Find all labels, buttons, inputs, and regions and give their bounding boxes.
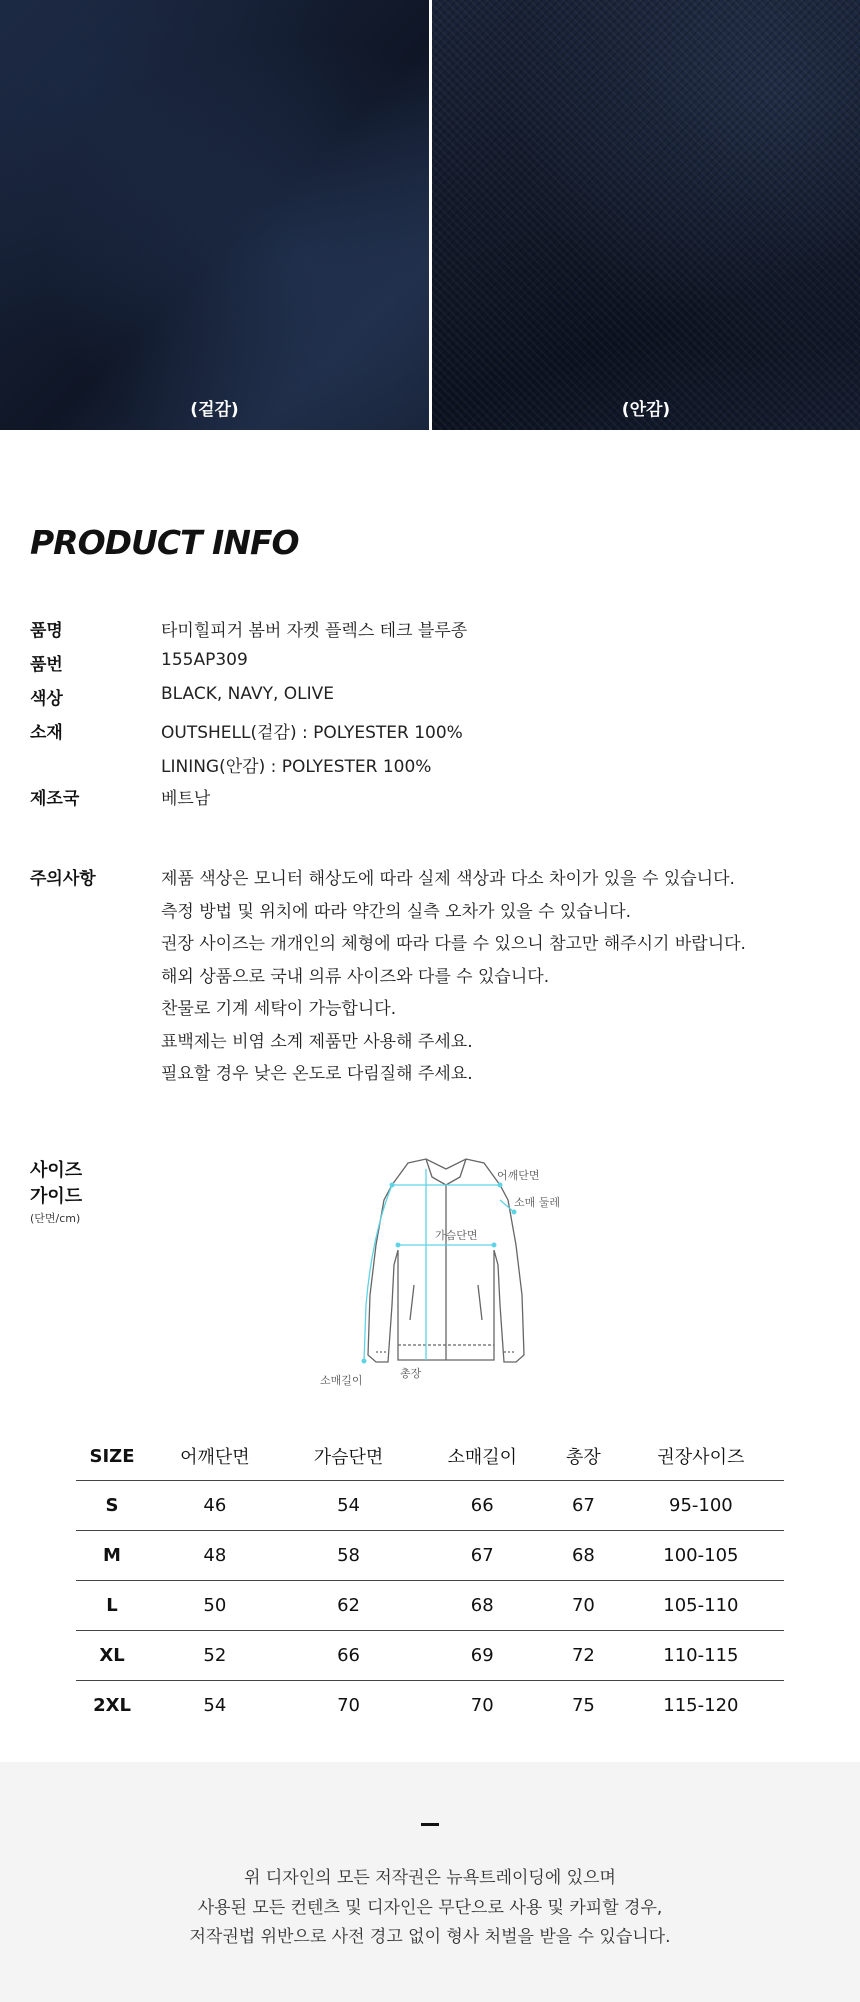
header-chest: 가슴단면 <box>282 1432 416 1481</box>
info-label-name: 품명 <box>30 621 63 641</box>
table-row <box>76 1531 784 1581</box>
cell-chest: 70 <box>337 1695 360 1716</box>
cell-length: 75 <box>571 1695 595 1716</box>
label-sleeve-length: 소매길이 <box>320 1374 363 1387</box>
info-value-color: BLACK, NAVY, OLIVE <box>161 684 334 704</box>
note-line: 표백제는 비염 소계 제품만 사용해 주세요. <box>161 1032 473 1052</box>
size-guide-unit: (단면/cm) <box>30 1212 81 1225</box>
label-sleeve-round: 소매 둘레 <box>514 1196 561 1209</box>
cell-size: S <box>76 1481 148 1531</box>
cell-shoulder: 54 <box>203 1695 227 1716</box>
cell-chest: 62 <box>282 1581 416 1631</box>
cell-length: 68 <box>549 1531 618 1581</box>
size-guide-title-line1: 사이즈 <box>30 1160 83 1181</box>
table-row <box>76 1631 784 1681</box>
cell-recommended: 115-120 <box>663 1695 739 1716</box>
table-row <box>76 1581 784 1631</box>
cell-size: XL <box>76 1631 148 1681</box>
product-info-title: PRODUCT INFO <box>30 523 299 562</box>
measurement-lines <box>364 1169 514 1361</box>
cell-recommended: 110-115 <box>618 1631 784 1681</box>
label-chest: 가슴단면 <box>435 1229 478 1242</box>
info-label-material: 소재 <box>30 723 63 743</box>
inner-fabric-label: (안감) <box>621 400 671 420</box>
footer-text-line: 사용된 모든 컨텐츠 및 디자인은 무단으로 사용 및 카피할 경우, <box>197 1898 663 1918</box>
cell-size: M <box>76 1531 148 1581</box>
note-line: 찬물로 기계 세탁이 가능합니다. <box>161 999 397 1019</box>
note-line: 제품 색상은 모니터 해상도에 따라 실제 색상과 다소 차이가 있을 수 있습니다. <box>161 869 735 889</box>
size-guide-title-line2: 가이드 <box>30 1186 83 1207</box>
footer-text-line: 위 디자인의 모든 저작권은 뉴욕트레이딩에 있으며 <box>244 1868 616 1888</box>
label-length: 총장 <box>400 1367 422 1380</box>
cell-sleeve: 67 <box>415 1531 549 1581</box>
size-table <box>76 1432 784 1730</box>
copyright-footer <box>0 1762 860 2002</box>
jacket-outline <box>368 1159 524 1362</box>
cell-recommended: 105-110 <box>618 1581 784 1631</box>
cell-shoulder: 48 <box>148 1531 282 1581</box>
cell-shoulder: 46 <box>148 1481 282 1531</box>
cell-size: 2XL <box>93 1695 131 1716</box>
header-shoulder: 어깨단면 <box>148 1432 282 1481</box>
notes-label: 주의사항 <box>30 869 96 889</box>
inner-fabric-image <box>432 0 860 430</box>
info-label-code: 품번 <box>30 655 63 675</box>
cell-sleeve: 68 <box>415 1581 549 1631</box>
note-line: 해외 상품으로 국내 의류 사이즈와 다를 수 있습니다. <box>161 967 550 987</box>
cell-recommended: 95-100 <box>618 1481 784 1531</box>
jacket-measurement-diagram <box>318 1155 578 1390</box>
info-value-outshell: OUTSHELL(겉감) : POLYESTER 100% <box>161 723 463 743</box>
footer-divider <box>421 1823 439 1826</box>
measurement-points <box>362 1183 517 1364</box>
info-label-color: 색상 <box>30 689 63 709</box>
cell-chest: 66 <box>282 1631 416 1681</box>
note-line: 필요할 경우 낮은 온도로 다림질해 주세요. <box>161 1064 473 1084</box>
header-length: 총장 <box>549 1432 618 1481</box>
cell-length: 72 <box>549 1631 618 1681</box>
cell-sleeve: 69 <box>415 1631 549 1681</box>
header-recommended: 권장사이즈 <box>618 1432 784 1481</box>
info-value-lining: LINING(안감) : POLYESTER 100% <box>161 757 432 777</box>
fabric-swatches <box>0 0 860 430</box>
outer-fabric-image <box>0 0 429 430</box>
outer-fabric-label: (겉감) <box>190 400 239 420</box>
note-line: 권장 사이즈는 개개인의 체형에 따라 다를 수 있으니 참고만 해주시기 바랍니다. <box>161 934 746 954</box>
header-size: SIZE <box>76 1432 148 1481</box>
size-guide-title <box>30 1158 82 1210</box>
header-sleeve: 소매길이 <box>415 1432 549 1481</box>
info-value-origin: 베트남 <box>161 789 211 809</box>
cell-sleeve: 70 <box>470 1695 494 1716</box>
table-row <box>76 1481 784 1531</box>
cell-chest: 58 <box>282 1531 416 1581</box>
table-row <box>76 1681 784 1731</box>
info-value-code: 155AP309 <box>161 650 248 670</box>
footer-text-line: 저작권법 위반으로 사전 경고 없이 형사 처벌을 받을 수 있습니다. <box>189 1927 671 1947</box>
info-label-origin: 제조국 <box>30 789 80 809</box>
size-table-header <box>76 1432 784 1481</box>
cell-length: 70 <box>549 1581 618 1631</box>
cell-shoulder: 50 <box>148 1581 282 1631</box>
cell-chest: 54 <box>282 1481 416 1531</box>
cell-recommended: 100-105 <box>618 1531 784 1581</box>
label-shoulder: 어깨단면 <box>497 1169 540 1182</box>
info-value-name: 타미힐피거 봄버 자켓 플렉스 테크 블루종 <box>161 621 468 641</box>
cell-length: 67 <box>549 1481 618 1531</box>
note-line: 측정 방법 및 위치에 따라 약간의 실측 오차가 있을 수 있습니다. <box>161 902 631 922</box>
cell-sleeve: 66 <box>415 1481 549 1531</box>
cell-size: L <box>76 1581 148 1631</box>
cell-shoulder: 52 <box>148 1631 282 1681</box>
